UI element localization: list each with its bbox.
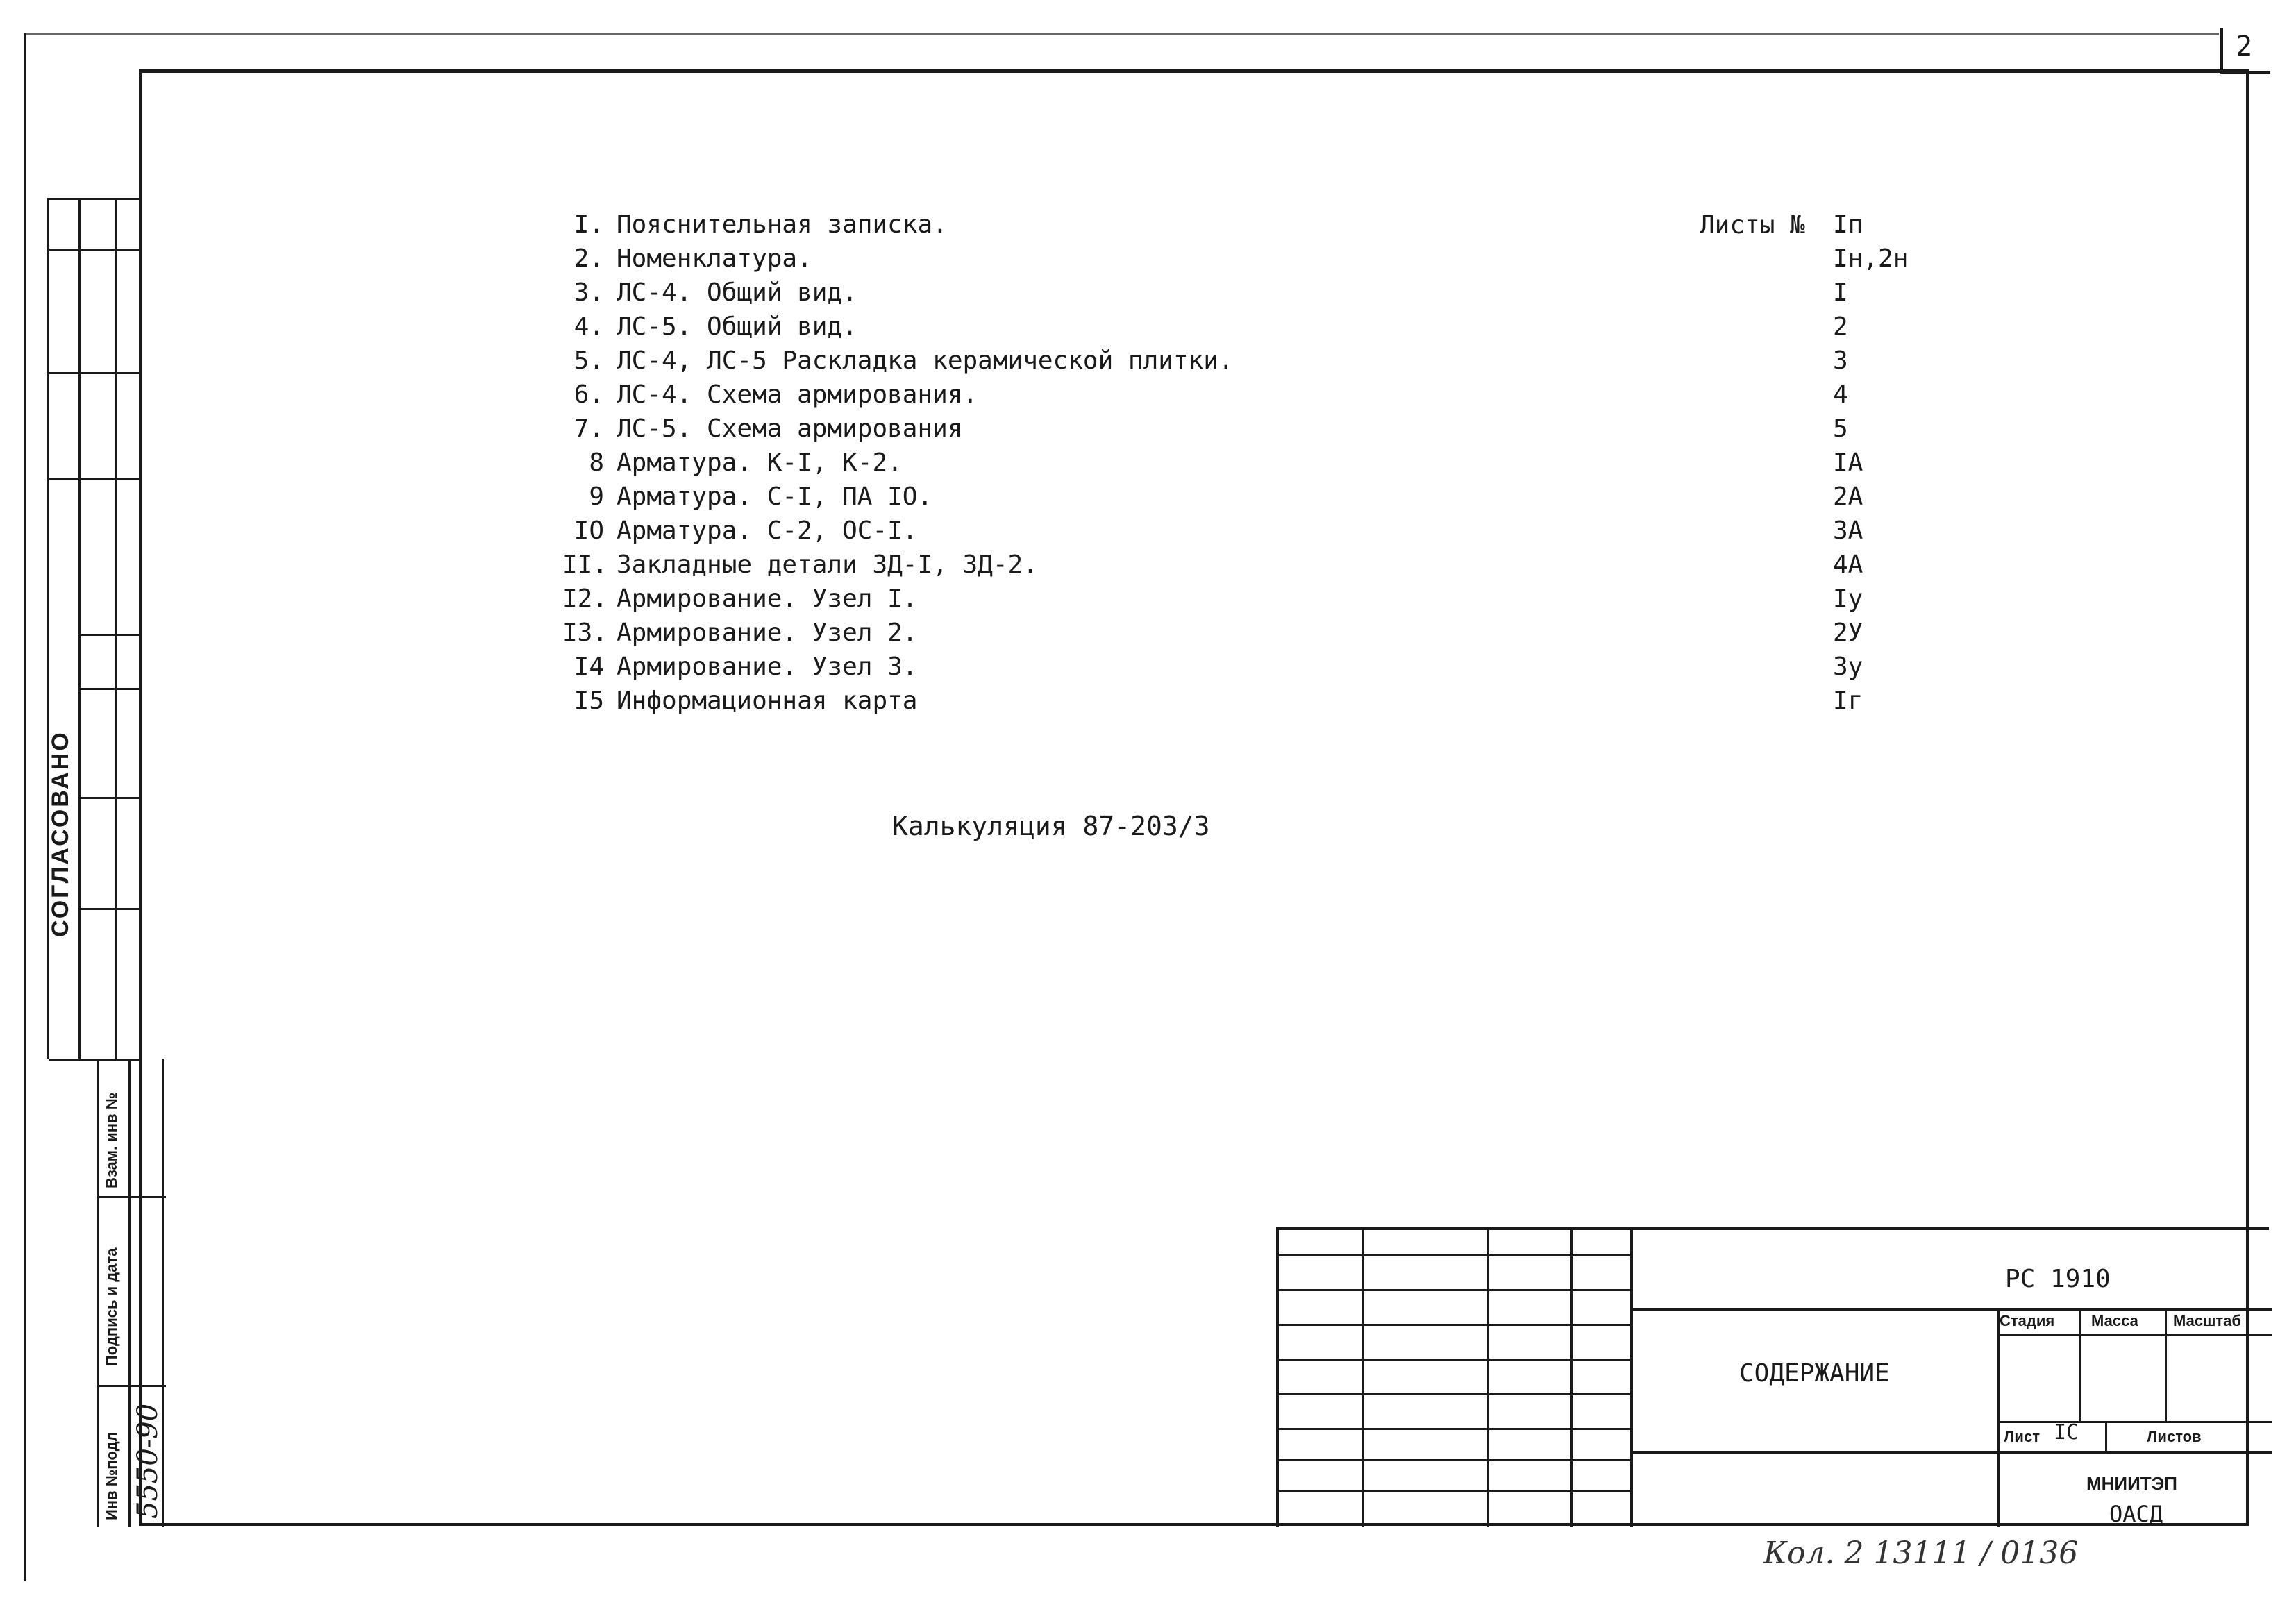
sheet-label: Лист xyxy=(2004,1428,2040,1445)
mass-label: Масса xyxy=(2091,1312,2138,1329)
inv-orig-label: Инв №подл xyxy=(103,1431,120,1520)
list-item: I4 Армирование. Узел 3. 3у xyxy=(573,653,1863,681)
top-outer-edge xyxy=(25,33,2219,35)
list-item: 2. Номенклатура. Iн,2н xyxy=(573,244,1909,273)
list-item: I3. Армирование. Узел 2. 2У xyxy=(562,619,1863,647)
sheet-corner-number: 2 xyxy=(2236,31,2253,62)
agreed-label: СОГЛАСОВАНО xyxy=(47,730,74,937)
document-name: СОДЕРЖАНИЕ xyxy=(1739,1359,1890,1388)
scale-label: Масштаб xyxy=(2173,1312,2242,1329)
list-item: I2. Армирование. Узел I. Iу xyxy=(562,585,1863,613)
sheets-count-label: Листов xyxy=(2147,1428,2202,1445)
list-item: 3. ЛС-4. Общий вид. I xyxy=(573,278,1848,307)
left-outer-edge xyxy=(24,33,26,1581)
organization-name: МНИИТЭП xyxy=(2086,1473,2177,1494)
department-name: ОАСД xyxy=(2109,1501,2163,1527)
document-code: РС 1910 xyxy=(2005,1265,2111,1293)
list-item: 9 Арматура. С-I, ПА IO. 2А xyxy=(589,482,1863,511)
list-item: II. Закладные детали ЗД-I, ЗД-2. 4А xyxy=(562,550,1863,579)
bottom-handwriting: Кол. 2 13111 / 0136 xyxy=(1763,1536,2079,1571)
list-item: IO Арматура. С-2, ОС-I. 3А xyxy=(573,516,1863,545)
list-item: 8 Арматура. К-I, К-2. IА xyxy=(589,448,1863,477)
list-item: 5. ЛС-4, ЛС-5 Раскладка керамической плитки. 3 xyxy=(573,346,1848,375)
list-item: 7. ЛС-5. Схема армирования 5 xyxy=(573,414,1848,443)
stage-label: Стадия xyxy=(2000,1312,2055,1329)
list-item: I5 Информационная карта Iг xyxy=(573,687,1863,715)
replace-inv-label: Взам. инв № xyxy=(103,1092,120,1188)
inv-orig-value: 5550-90 xyxy=(132,1403,164,1519)
list-item: I. Пояснительная записка. Iп xyxy=(573,210,1863,239)
sheet-corner-box xyxy=(2220,28,2270,74)
sheet-value: IС xyxy=(2054,1420,2079,1445)
list-item: 6. ЛС-4. Схема армирования. 4 xyxy=(573,380,1848,409)
sheets-header: Листы № xyxy=(1700,211,1805,239)
calculation-note: Калькуляция 87-203/3 xyxy=(892,811,1210,841)
sign-date-label: Подпись и дата xyxy=(103,1247,120,1366)
list-item: 4. ЛС-5. Общий вид. 2 xyxy=(573,312,1848,341)
